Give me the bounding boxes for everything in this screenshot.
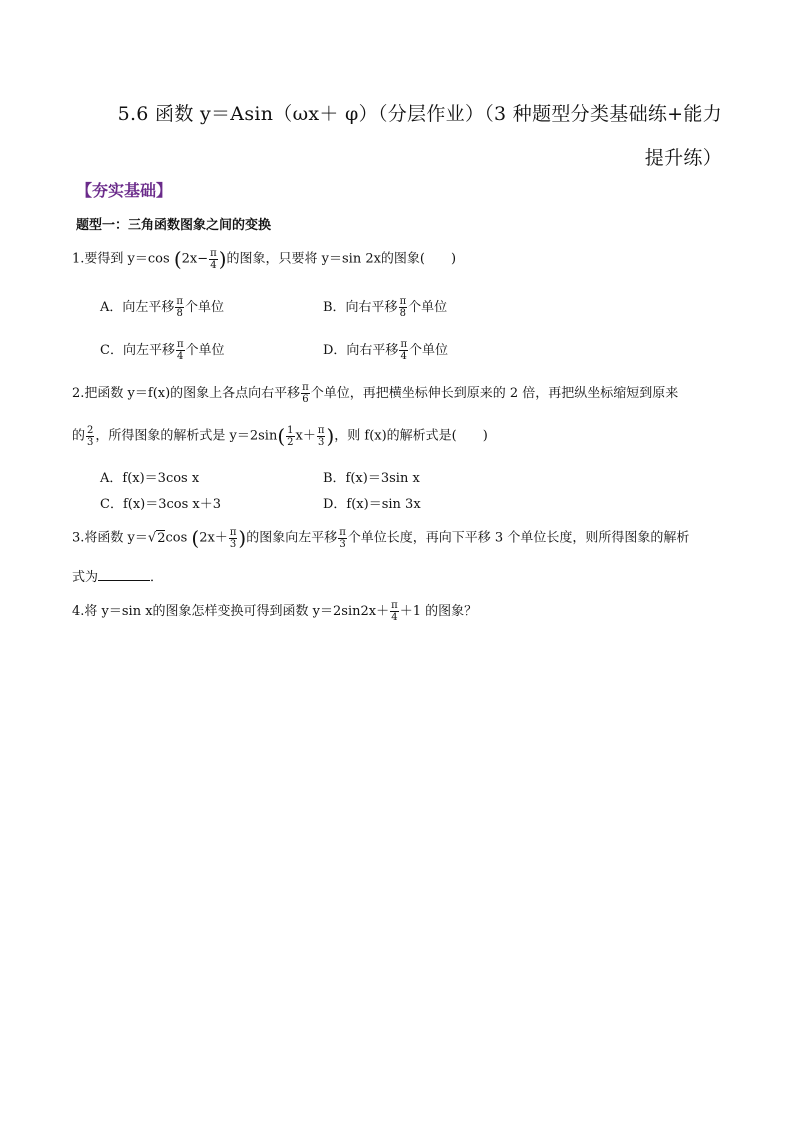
question-1: 1.要得到 y＝cos (2x− $\frac{\pi}{4}$ )的图象，只要将 y＝sin 2x的图象( ) [72,247,457,271]
page-title [72,92,722,180]
fraction: $\frac{\pi}{4}$ [210,247,217,271]
question-1-option-b[interactable]: B．向右平移 $\frac{\pi}{8}$ 个单位 [323,296,448,319]
question-2: 2.把函数 y＝f(x)的图象上各点向右平移 $\frac{\pi}{6}$ 个单位，再把横坐标伸长到原来的 2 倍，再把纵坐标缩短到原来 [72,382,679,405]
title-line-2: 提升练） [644,147,722,169]
question-1-option-d[interactable]: D．向右平移 $\frac{\pi}{4}$ 个单位 [323,339,449,362]
question-3-line-2: 式为 ． [72,570,164,585]
question-3: 3.将函数 y＝√2cos (2x＋ $\frac{\pi}{3}$ )的图象向左平移 $\frac{\pi}{3}$ 个单位长度，再向下平移 3 个单位长度，则所得图象的解析 [72,526,690,550]
question-1-option-c[interactable]: C．向左平移 $\frac{\pi}{4}$ 个单位 [100,339,225,362]
title-line-1: 5.6 函数 y＝Asin（ωx＋ φ）（分层作业）（3 种题型分类基础练+能力 [117,103,722,125]
question-1-option-a[interactable]: A．向左平移 $\frac{\pi}{8}$ 个单位 [100,296,224,319]
answer-blank[interactable] [98,580,150,581]
section-heading: 【夯实基础】 [76,181,173,200]
question-2-option-d[interactable]: D．f(x)＝sin 3x [323,497,421,512]
question-2-line-2: 的 $\frac{2}{3}$ ，所得图象的解析式是 y＝2sin( $\frac{1}{2}$ x＋ $\frac{\pi}{3}$ )，则 f(x)的解析式是( ) [72,424,488,448]
question-2-option-c[interactable]: C．f(x)＝3cos x＋3 [100,497,222,512]
question-type-heading: 题型一：三角函数图象之间的变换 [76,218,272,233]
question-2-option-b[interactable]: B．f(x)＝3sin x [323,471,420,486]
question-2-option-a[interactable]: A．f(x)＝3cos x [100,471,200,486]
question-4: 4.将 y＝sin x的图象怎样变换可得到函数 y＝2sin2x＋ $\frac{\pi}{4}$ ＋1 的图象？ [72,600,478,623]
